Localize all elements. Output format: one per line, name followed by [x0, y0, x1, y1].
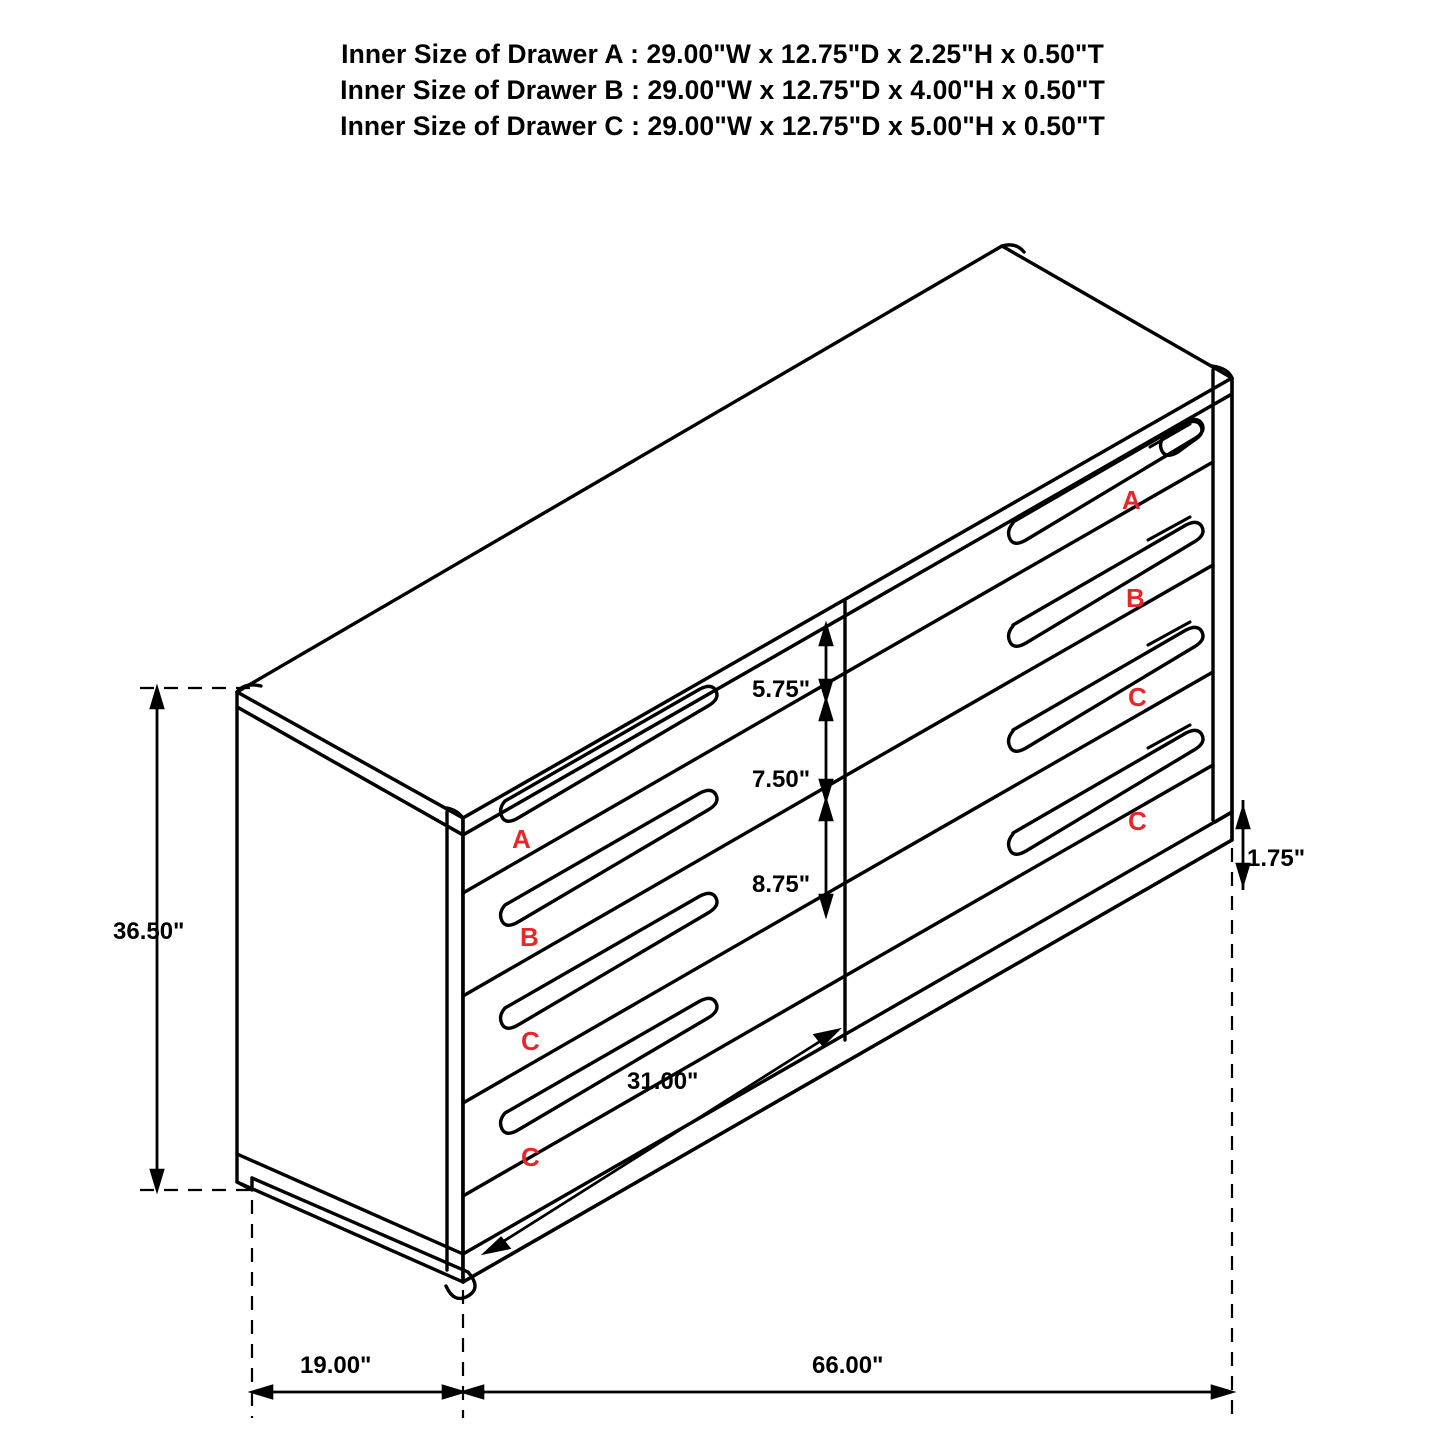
drawer-label-front-right-c2: C	[1128, 806, 1147, 836]
dim-drawer-front-width: 31.00"	[627, 1068, 699, 1095]
drawer-label-front-right-a: A	[1122, 485, 1141, 515]
dim-depth: 19.00"	[300, 1352, 372, 1379]
spec-line-a: Inner Size of Drawer A : 29.00"W x 12.75"D x 2.25"H x 0.50"T	[341, 39, 1104, 69]
dim-drawer-c-height: 8.75"	[752, 871, 811, 898]
spec-line-c: Inner Size of Drawer C : 29.00"W x 12.75"D x 5.00"H x 0.50"T	[340, 111, 1105, 141]
drawer-label-front-right-b: B	[1126, 583, 1145, 613]
dim-drawer-a-height: 5.75"	[752, 676, 811, 703]
drawer-label-front-right-c1: C	[1128, 682, 1147, 712]
spec-line-b: Inner Size of Drawer B : 29.00"W x 12.75"D x 4.00"H x 0.50"T	[340, 75, 1105, 105]
dim-width: 66.00"	[812, 1352, 884, 1379]
dim-overall-height: 36.50"	[113, 918, 185, 945]
dim-drawer-b-height: 7.50"	[752, 766, 811, 793]
dim-base-height: 1.75"	[1247, 845, 1306, 872]
drawer-label-front-left-c2: C	[521, 1142, 540, 1172]
drawer-label-front-left-b: B	[520, 922, 539, 952]
drawer-label-front-left-a: A	[512, 824, 531, 854]
drawer-label-front-left-c1: C	[521, 1026, 540, 1056]
